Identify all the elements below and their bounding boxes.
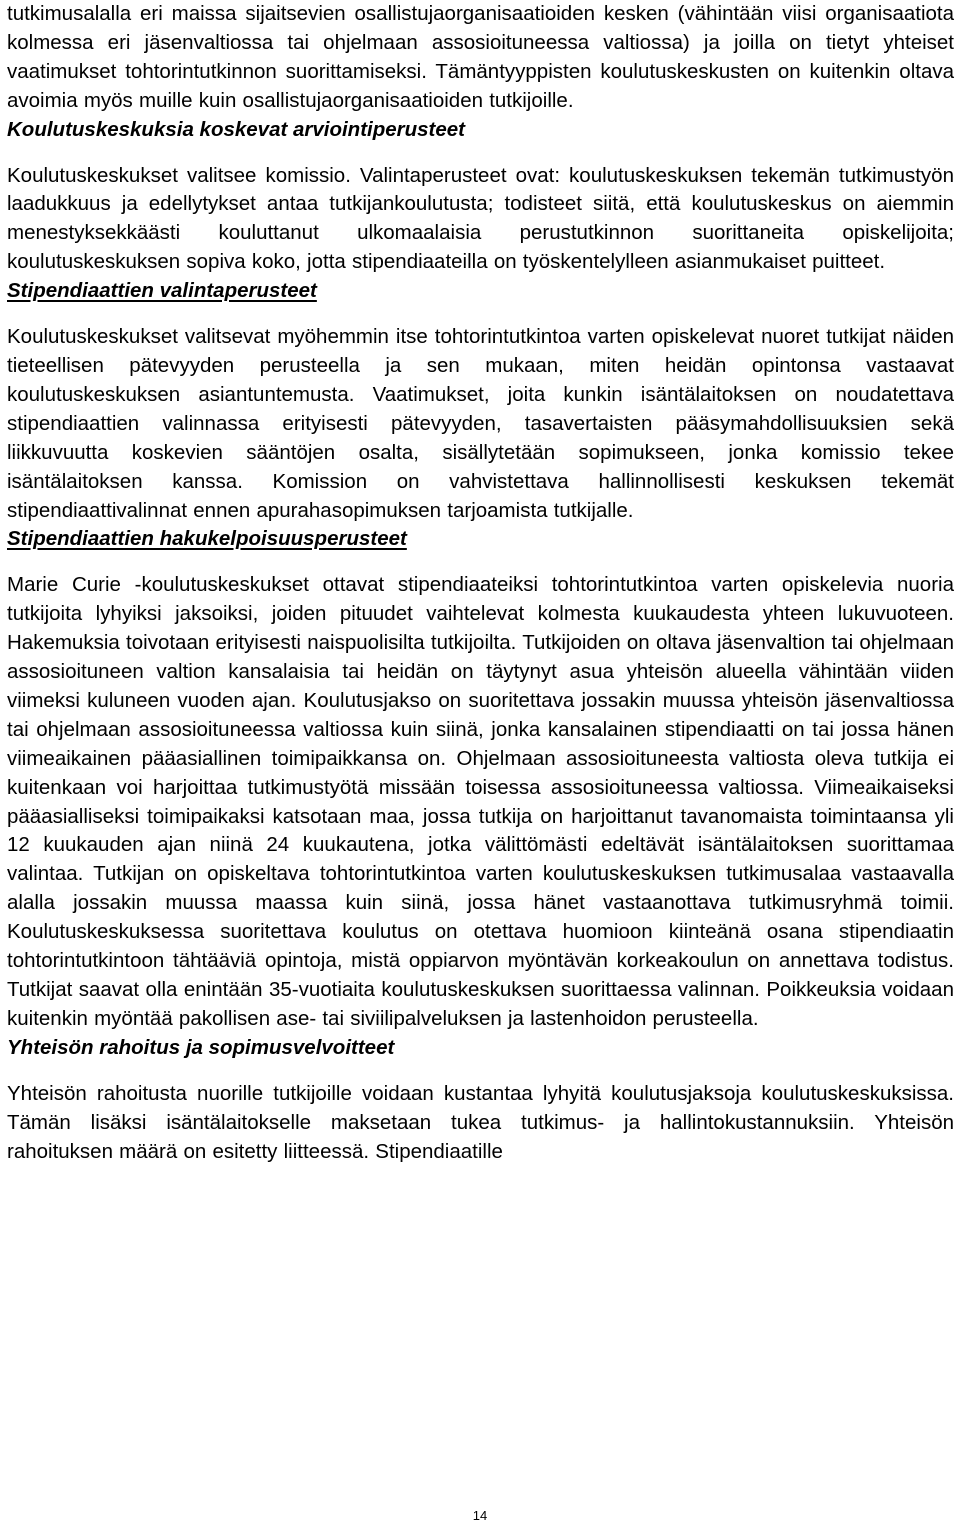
heading-eligibility-criteria: Stipendiaattien hakukelpoisuusperusteet — [7, 527, 407, 551]
evaluation-criteria-paragraph: Koulutuskeskukset valitsee komissio. Valintaperusteet ovat: koulutuskeskuksen tekemän tutkimustyön laadukkuus ja edellytykset antaa tutkijankoulutusta; todisteet siitä, että koulutuskeskus on aiemmin menestyksekkäästi kouluttanut ulkomaalaisia perustutkinnon suorittaneita opiskelijoita; koulutuskeskuksen sopiva koko, jotta stipendiaateilla on työskentelylleen asianmukaiset puitteet. — [7, 163, 954, 274]
selection-criteria-paragraph: Koulutuskeskukset valitsevat myöhemmin itse tohtorintutkintoa varten opiskelevat nuoret tutkijat näiden tieteellisen pätevyyden perusteella ja sen mukaan, miten heidän opintonsa vastaavat koulutuskeskuksen asiantuntemusta. Vaatimukset, joita kunkin isäntälaitoksen on noudatettava stipendiaattien valinnassa erityisesti pätevyyden, tasavertaisten pääsymahdollisuuksien sekä liikkuvuutta koskevien sääntöjen osalta, sisällytetään sopimukseen, jonka komissio tekee isäntälaitoksen kanssa. Komission on vahvistettava hallinnollisesti keskuksen tekemät stipendiaattivalinnat ennen apurahasopimuksen tarjoamista tutkijalle. — [7, 325, 954, 522]
document-page — [7, 0, 954, 1166]
heading-funding-obligations: Yhteisön rahoitus ja sopimusvelvoitteet — [7, 1035, 395, 1059]
funding-obligations-paragraph: Yhteisön rahoitusta nuorille tutkijoille voidaan kustantaa lyhyitä koulutusjaksoja koulutuskeskuksissa. Tämän lisäksi isäntälaitokselle maksetaan tukea tutkimus- ja hallintokustannuksiin. Yhteisön rahoituksen määrä on esitetty liitteessä. Stipendiaatille — [7, 1081, 954, 1163]
heading-evaluation-criteria: Koulutuskeskuksia koskevat arviointiperusteet — [7, 117, 466, 141]
intro-paragraph: tutkimusalalla eri maissa sijaitsevien osallistujaorganisaatioiden kesken (vähintään viisi organisaatiota kolmessa eri jäsenvaltiossa tai ohjelmaan assosioituneessa valtiossa) ja joilla on tietyt yhteiset vaatimukset tohtorintutkinnon suorittamiseksi. Tämäntyyppisten koulutuskeskusten on kuitenkin oltava avoimia myös muille kuin osallistujaorganisaatioiden tutkijoille. — [7, 2, 954, 112]
page-number: 14 — [472, 1508, 488, 1523]
heading-selection-criteria: Stipendiaattien valintaperusteet — [7, 279, 317, 303]
eligibility-criteria-paragraph: Marie Curie -koulutuskeskukset ottavat stipendiaateiksi tohtorintutkintoa varten opiskelevia nuoria tutkijoita lyhyiksi jaksoiksi, joiden pituudet vaihtelevat kolmesta kuukaudesta yhteen lukuvuoteen. Hakemuksia toivotaan erityisesti naispuolisilta tutkijoilta. Tutkijoiden on oltava jäsenvaltion tai ohjelmaan assosioituneen valtion kansalaisia tai heidän on täytynyt asua yhteisön alueella vähintään viiden viimeksi kuluneen vuoden ajan. Koulutusjakso on suoritettava jossakin muussa yhteisön jäsenvaltiossa tai ohjelmaan assosioituneessa valtiossa kuin siinä, jonka kansalainen stipendiaatti on tai jossa hänen viimeaikainen pääasiallinen toimipaikkansa on. Ohjelmaan assosioituneesta valtiosta oleva tutkija ei kuitenkaan voi harjoittaa tutkimustyötä missään toisessa assosioituneessa valtiossa. Viimeaikaiseksi pääasialliseksi toimipaikaksi katsotaan maa, jossa tutkija on harjoittanut tavanomaista toimintaansa yli 12 kuukauden ajan niinä 24 kuukautena, jotka välittömästi edeltävät isäntälaitoksen suorittamaa valintaa. Tutkijan on opiskeltava tohtorintutkintoa varten koulutuskeskuksen tutkimusalaa vastaavalla alalla jossakin muussa maassa kuin siinä, jossa hänet vastaanottava tutkimusryhmä toimii. Koulutuskeskuksessa suoritettava koulutus on otettava huomioon kiinteänä osana stipendiaatin tohtorintutkintoon tähtääviä opintoja, mistä oppiarvon myöntävän korkeakoulun on annettava todistus. Tutkijat saavat olla enintään 35-vuotiaita koulutuskeskuksen suorittaessa valinnan. Poikkeuksia voidaan kuitenkin myöntää pakollisen ase- tai siviilipalveluksen ja lastenhoidon perusteella. — [7, 573, 954, 1030]
